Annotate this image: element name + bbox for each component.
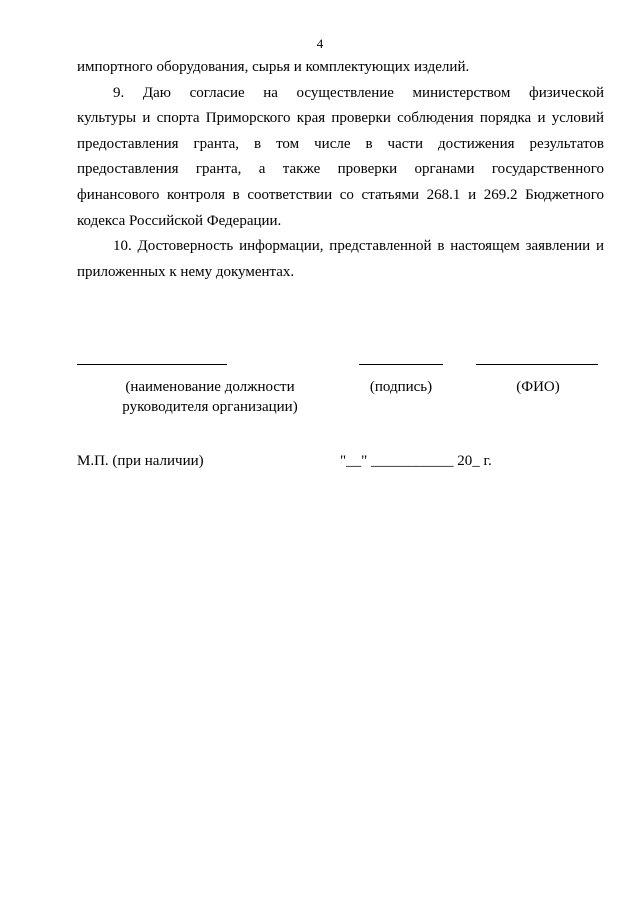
stamp-label: М.П. (при наличии) [77, 453, 204, 469]
paragraph-line: 9. Даю согласие на осуществление министерством физической [113, 84, 604, 101]
paragraph-line: предоставления гранта, в том числе в части достижения результатов [77, 135, 604, 152]
paragraph-10 [77, 234, 604, 285]
paragraph-line: финансового контроля в соответствии со статьями 268.1 и 269.2 Бюджетного [77, 186, 604, 203]
paragraph-8-ending: импортного оборудования, сырья и комплектующих изделий. [77, 59, 470, 75]
date-line: "__" ___________ 20_ г. [340, 453, 492, 469]
name-signature-line [476, 364, 598, 365]
position-caption-line: (наименование должности [125, 379, 295, 395]
position-caption [95, 377, 325, 417]
paragraph-line: предоставления гранта, а также проверки органами государственного [77, 161, 604, 178]
paragraph-9 [77, 81, 604, 235]
position-caption-line: руководителя организации) [122, 399, 298, 415]
paragraph-line: приложенных к нему документах. [77, 263, 295, 280]
paragraph-line: кодекса Российской Федерации. [77, 212, 282, 229]
page-number: 4 [316, 36, 324, 51]
document-body [77, 55, 604, 285]
position-signature-line [77, 364, 227, 365]
name-caption: (ФИО) [516, 379, 560, 395]
paragraph-line: культуры и спорта Приморского края проверки соблюдения порядка и условий [77, 110, 604, 127]
paragraph-line: 10. Достоверность информации, представленной в настоящем заявлении и [113, 238, 604, 255]
signature-caption: (подпись) [369, 379, 433, 395]
signature-line [359, 364, 443, 365]
